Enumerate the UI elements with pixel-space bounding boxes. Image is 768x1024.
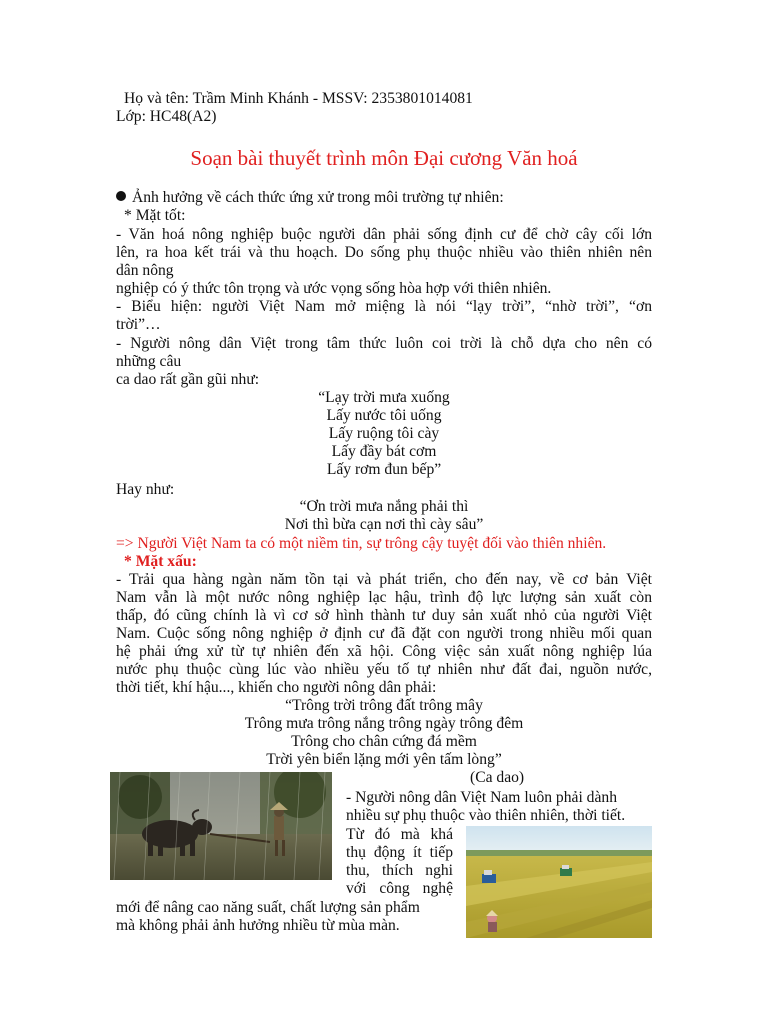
- rice-field-icon: [466, 826, 652, 938]
- bad-line: Nam. Cuộc sống nông nghiệp ở định cư đã đặt con người trong nhiều mối quan: [116, 625, 652, 642]
- poem-source: (Ca dao): [470, 769, 525, 786]
- final-line: mới để nâng cao năng suất, chất lượng sản phẩm: [116, 899, 420, 916]
- good-line: - Biểu hiện: người Việt Nam mở miệng là nói “lạy trời”, “nhờ trời”, “ơn: [116, 298, 652, 315]
- poem-line: “Lạy trời mưa xuống: [318, 389, 450, 406]
- page-title: Soạn bài thuyết trình môn Đại cương Văn hoá: [190, 146, 578, 170]
- bad-line: nước phụ thuộc cùng lúc vào nhiều yếu tố tự nhiên như đất đai, nguồn nước,: [116, 661, 652, 678]
- good-line: lên, ra hoa kết trái và thu hoạch. Do sống phụ thuộc nhiều vào thiên nhiên nên: [116, 244, 652, 261]
- poem-line: Trông cho chân cứng đá mềm: [291, 733, 477, 750]
- bad-line: thời tiết, khí hậu..., khiến cho người nông dân phải:: [116, 679, 437, 696]
- hay-nhu-label: Hay như:: [116, 481, 175, 498]
- good-heading: * Mặt tốt:: [124, 207, 186, 224]
- bad-line: hệ phải ứng xử từ tự nhiên đến xã hội. Công việc sản xuất nông nghiệp lúa: [116, 643, 652, 660]
- poem-line: Trông mưa trông nắng trông ngày trông đêm: [244, 715, 524, 732]
- good-line: - Văn hoá nông nghiệp buộc người dân phải sống định cư để chờ cây cối lớn: [116, 226, 652, 243]
- poem-line: Nơi thì bừa cạn nơi thì cày sâu”: [284, 516, 484, 533]
- final-line: mà không phải ảnh hưởng nhiều từ mùa màn.: [116, 917, 400, 934]
- good-line: ca dao rất gần gũi như:: [116, 371, 260, 388]
- poem-line: Lấy đầy bát cơm: [331, 443, 437, 460]
- poem-line: Lấy rơm đun bếp”: [326, 461, 442, 478]
- narrow-line: thụ động ít tiếp: [346, 844, 453, 861]
- buffalo-plowing-photo: [110, 772, 332, 880]
- good-line: những câu: [116, 353, 182, 370]
- bad-line: - Trải qua hàng ngàn năm tồn tại và phát triển, cho đến nay, về cơ bản Việt: [116, 571, 652, 588]
- rice-field-harvest-photo: [466, 826, 652, 938]
- narrow-line: Từ đó mà khá: [346, 826, 453, 843]
- bad-line: thấp, đó cũng chính là vì cơ sở hình thành tư duy sản xuất nhỏ của người Việt: [116, 607, 652, 624]
- good-line: nghiệp có ý thức tôn trọng và ước vọng sống hòa hợp với thiên nhiên.: [116, 280, 552, 297]
- wrap-line: nhiều sự phụ thuộc vào thiên nhiên, thời tiết.: [346, 807, 626, 824]
- narrow-line: với công nghệ: [346, 880, 453, 897]
- poem-line: “Ơn trời mưa nắng phải thì: [299, 498, 469, 515]
- poem-line: Trời yên biển lặng mới yên tấm lòng”: [266, 751, 502, 768]
- buffalo-plowing-icon: [110, 772, 332, 880]
- narrow-line: thu, thích nghi: [346, 862, 453, 879]
- bad-line: Nam vẫn là một nước nông nghiệp lạc hậu, trình độ lực lượng sản xuất còn: [116, 589, 652, 606]
- poem-line: Lấy nước tôi uống: [326, 407, 442, 424]
- wrap-line: - Người nông dân Việt Nam luôn phải dành: [346, 789, 617, 806]
- good-line: dân nông: [116, 262, 174, 279]
- section-heading: [116, 189, 652, 207]
- class-line: Lớp: HC48(A2): [116, 108, 217, 125]
- bullet-icon: [116, 191, 126, 201]
- conclusion-text: => Người Việt Nam ta có một niềm tin, sự trông cậy tuyệt đối vào thiên nhiên.: [116, 535, 607, 552]
- bad-heading: * Mặt xấu:: [124, 553, 197, 570]
- good-line: trời”…: [116, 316, 161, 333]
- student-name-line: Họ và tên: Trầm Minh Khánh - MSSV: 2353801014081: [124, 90, 473, 107]
- section-heading-text: Ảnh hưởng về cách thức ứng xử trong môi trường tự nhiên:: [132, 189, 504, 206]
- poem-line: Lấy ruộng tôi cày: [328, 425, 440, 442]
- poem-line: “Trông trời trông đất trông mây: [285, 697, 483, 714]
- good-line: - Người nông dân Việt trong tâm thức luôn coi trời là chỗ dựa cho nên có: [116, 335, 652, 352]
